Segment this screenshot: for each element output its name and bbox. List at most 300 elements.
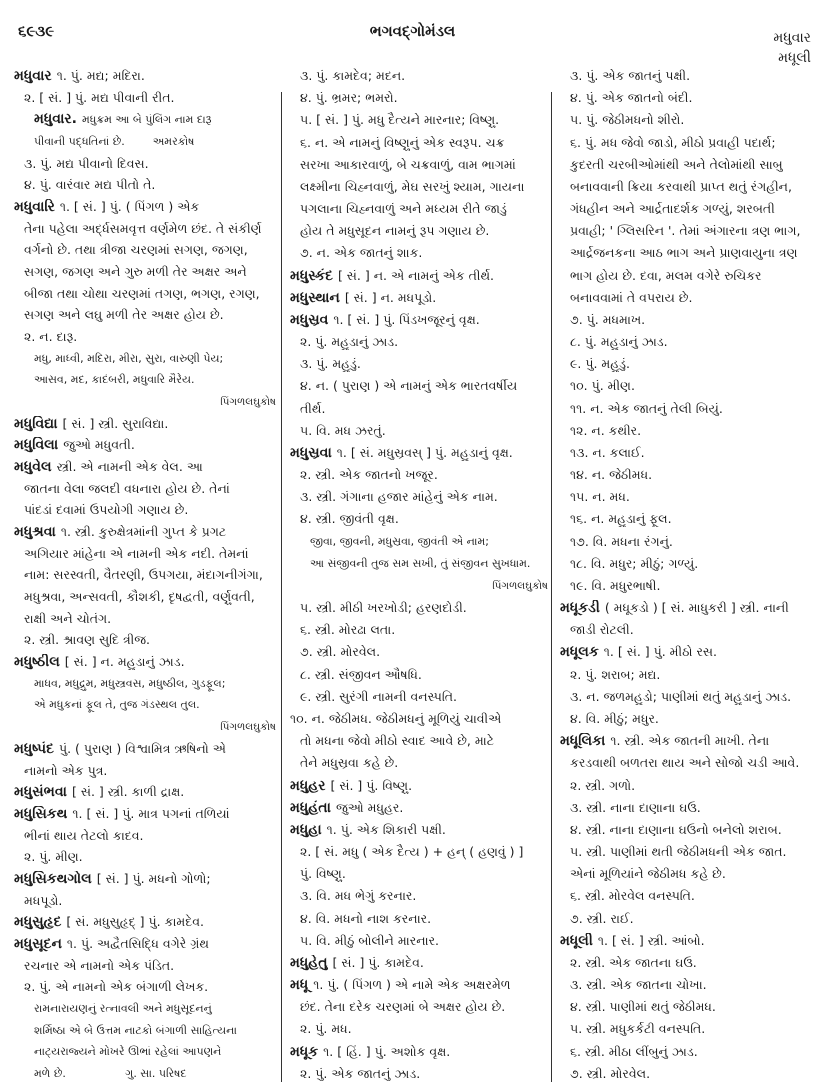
headword: મધૂકડી xyxy=(560,600,600,617)
definition-line xyxy=(560,511,816,527)
dictionary-entry xyxy=(14,914,276,930)
definition-text: ૨. પું. મીણ. xyxy=(24,849,83,865)
definition-text: ૪. સ્ત્રી. પાણીમાં થતું જેઠીમધ. xyxy=(570,999,716,1015)
definition-line xyxy=(14,307,276,323)
definition-text: ૯. સ્ત્રી. સુરંગી નામની વનસ્પતિ. xyxy=(300,688,457,704)
dictionary-entry xyxy=(560,644,816,660)
definition-line xyxy=(14,567,276,583)
quotation-line xyxy=(14,134,276,150)
definition-text: સગણ અને લઘુ મળી તેર અક્ષર હોય છે. xyxy=(24,307,224,323)
definition-text: આસવ, મદ, કાદંબરી, મધુવારિ મૈરેય. xyxy=(34,373,195,387)
definition-text: ૧. [ સં. ] પું. મીઠો રસ. xyxy=(603,644,718,660)
definition-text: ૧. [ હિં. ] પું. અશોક વૃક્ષ. xyxy=(323,1043,451,1059)
definition-line xyxy=(290,1066,548,1082)
definition-line xyxy=(290,755,548,771)
definition-text: છંદ. તેના દરેક ચરણમાં બે અક્ષર હોય છે. xyxy=(300,999,506,1015)
definition-text: ૧૫. ન. મધ. xyxy=(570,489,630,505)
definition-text: ( મધૂકડો ) [ સં. માધુકરી ] સ્ત્રી. નાની xyxy=(604,600,789,616)
definition-line xyxy=(290,68,548,84)
definition-line xyxy=(560,1044,816,1060)
dictionary-column-1 xyxy=(14,68,276,1082)
definition-text: વર્ગનો છે. તથા ત્રીજા ચરણમાં સગણ, જગણ, xyxy=(24,242,248,258)
headword: મધુહા xyxy=(290,821,322,838)
definition-text: [ સં. ] ન. મહુડાનું ઝાડ. xyxy=(64,654,185,670)
definition-text: ૪. ન. ( પુરાણ ) એ નામનું એક ભારતવર્ષીય xyxy=(300,378,518,394)
definition-text: તીર્થ. xyxy=(300,400,326,416)
definition-line xyxy=(14,546,276,562)
definition-text: [ સં. ] પું. મધનો ગોળો; xyxy=(96,870,211,886)
definition-line xyxy=(14,329,276,345)
column-divider xyxy=(551,92,552,1082)
definition-line xyxy=(290,112,548,128)
definition-text: ૬. સ્ત્રી. મોરઢા લતા. xyxy=(300,622,396,638)
definition-line xyxy=(560,135,816,151)
headword: મધુવિદ્યા xyxy=(14,415,58,432)
dictionary-entry xyxy=(560,733,816,749)
definition-text: તો મધના જેવો મીઠો સ્વાદ આવે છે, માટે xyxy=(300,733,494,749)
definition-text: ૪. સ્ત્રી. નાના દાણાના ઘઉંનો બનેલો શરાબ. xyxy=(570,821,782,837)
dictionary-column-3 xyxy=(560,68,816,1082)
definition-line xyxy=(560,888,816,904)
dictionary-entry xyxy=(14,524,276,540)
definition-line xyxy=(290,667,548,683)
definition-line xyxy=(560,800,816,816)
definition-line xyxy=(14,611,276,627)
definition-text: નાટ્યરાજ્યને મોખરે ઊભાં રહેલાં આપણને xyxy=(34,1045,222,1059)
definition-line xyxy=(290,467,548,483)
definition-text: આ સંજીવની તુજ સમ સખી, તું સંજીવન સુખધામ. xyxy=(310,556,531,570)
definition-text: ૬. ન. એ નામનું વિષ્ણુનું એક સ્વરૂપ. ચક્ર xyxy=(300,134,505,150)
definition-text: ૧૧. ન. એક જાતનું તેલી બિયું. xyxy=(570,400,723,416)
dictionary-entry xyxy=(290,800,548,816)
definition-text: ૧૯. વિ. મધુરભાષી. xyxy=(570,577,661,593)
definition-line xyxy=(560,911,816,927)
dictionary-entry xyxy=(14,806,276,822)
definition-text: સરખા આકારવાળું, બે ચક્રવાળું, વામ ભાગમાં xyxy=(300,156,516,172)
definition-line xyxy=(560,356,816,372)
headword: મધુસ્રવા xyxy=(290,444,332,461)
headword: મધુસંભવા xyxy=(14,784,67,801)
definition-text: [ સં. ] પું. વિષ્ણુ. xyxy=(330,777,413,793)
definition-text: જીવા, જીવની, મધુસ્રવા, જીવંતી એ નામ; xyxy=(310,534,489,548)
quotation-line xyxy=(290,534,548,550)
definition-text: ૭. સ્ત્રી. મોરવેલ. xyxy=(300,644,381,660)
quotation-line xyxy=(14,1066,276,1082)
dictionary-entry xyxy=(290,711,548,727)
quotation-line xyxy=(14,697,276,713)
definition-line xyxy=(560,711,816,727)
definition-line xyxy=(560,378,816,394)
definition-text: ૨. સ્ત્રી. એક જાતનો ખજૂર. xyxy=(300,467,438,483)
definition-text: પિંગળલઘુકોષ xyxy=(492,579,548,592)
definition-text: જાડી રોટલી. xyxy=(570,622,634,638)
dictionary-entry xyxy=(290,977,548,993)
definition-line xyxy=(560,622,816,638)
definition-line xyxy=(14,156,276,172)
definition-text: ૩. ન. જળમહુડો; પાણીમાં થતું મહુડાનું ઝાડ. xyxy=(570,688,792,704)
page-title: ભગવદ્ગોમંડલ xyxy=(369,22,456,40)
definition-text: ૫. પું. જેઠીમધનો શીરો. xyxy=(570,112,685,128)
definition-line xyxy=(290,622,548,638)
definition-line xyxy=(290,1021,548,1037)
headword: મધુષ્પંદ xyxy=(14,740,54,757)
definition-line xyxy=(290,600,548,616)
definition-text: ૩. પું. મહુડું. xyxy=(300,356,361,372)
definition-text: તેના પહેલા અર્દ્ધસમવૃત્ત વર્ણમેળ છંદ. તે સંકીર્ણ xyxy=(24,220,262,236)
headword: મધુવિલા xyxy=(14,437,59,454)
definition-line xyxy=(560,334,816,350)
headword: મધુસુહૃદ xyxy=(14,914,62,931)
definition-text: ૩. સ્ત્રી. ગંગાના હજાર માંહેનું એક નામ. xyxy=(300,489,498,505)
dictionary-entry xyxy=(14,654,276,670)
column-divider xyxy=(281,92,282,1082)
definition-line xyxy=(560,866,816,882)
definition-line xyxy=(560,445,816,461)
definition-line xyxy=(14,90,276,106)
definition-text: ૧૨. ન. કથીર. xyxy=(570,422,642,438)
definition-text: ૨. સ્ત્રી. શ્રાવણ સુદિ ત્રીજ. xyxy=(24,632,151,648)
definition-line xyxy=(560,245,816,261)
definition-line xyxy=(14,958,276,974)
definition-text: ૧. પું. ( પિંગળ ) એ નામે એક અક્ષરમેળ xyxy=(313,977,511,993)
definition-text: ૮. સ્ત્રી. સંજીવન ઔષધિ. xyxy=(300,666,422,682)
definition-text: તેને મધુસ્રવા કહે છે. xyxy=(300,755,399,771)
definition-text: ૨. [ સં. મધુ ( એક દૈત્ય ) + હન્ ( હણવું ) ] xyxy=(300,844,524,860)
dictionary-entry xyxy=(14,936,276,952)
definition-text: ૩. સ્ત્રી. નાના દાણાના ઘઉં. xyxy=(570,799,701,815)
dictionary-entry xyxy=(14,68,276,84)
definition-text: ૫. વિ. મીઠું બોલીને મારનાર. xyxy=(300,932,440,948)
definition-line xyxy=(560,755,816,771)
dictionary-entry xyxy=(290,955,548,971)
definition-line xyxy=(14,221,276,237)
headword: મધૂલિકા xyxy=(560,733,606,750)
definition-text: અગિયાર માંહેના એ નામની એક નદી. તેમનાં xyxy=(24,545,249,561)
definition-line xyxy=(560,844,816,860)
definition-line xyxy=(560,223,816,239)
headword: મધુસિકથ xyxy=(14,805,68,822)
definition-text: ૨. પું. મધ. xyxy=(300,1021,352,1037)
dictionary-entry xyxy=(14,784,276,800)
definition-text: ૮. પું. મહુડાનું ઝાડ. xyxy=(570,334,668,350)
definition-text: ૧. પું. મદ્ય; મદિરા. xyxy=(56,68,145,83)
definition-text: માધવ, મધુદ્રુમ, મધુસ્ત્રવસ, મધુષ્ઠીલ, ગુડફૂલ; xyxy=(34,676,226,690)
definition-line xyxy=(560,1066,816,1082)
headword: મધુસ્થાન xyxy=(290,289,340,306)
headword: મધૂ xyxy=(290,977,309,994)
headword: મધુસ્કંદ xyxy=(290,267,333,284)
definition-text: ૧. સ્ત્રી. કુરુક્ષેત્રમાંની ગુપ્ત કે પ્રગટ xyxy=(60,524,227,540)
definition-line xyxy=(290,157,548,173)
citation-source xyxy=(14,394,276,410)
guide-word-first: મધુવાર xyxy=(773,30,811,46)
dictionary-entry xyxy=(14,416,276,432)
definition-text: મધુશ્રવા, અન્સવતી, કૌશકી, દૃષદ્વતી, વર્ણુવતી, xyxy=(24,589,255,605)
definition-line xyxy=(560,68,816,84)
definition-line xyxy=(14,979,276,995)
definition-line xyxy=(560,977,816,993)
definition-text: ૧૪. ન. જેઠીમધ. xyxy=(570,467,653,483)
definition-text: [ સં. ] સ્ત્રી. સુરાવિદ્યા. xyxy=(62,415,169,431)
definition-text: ૩. સ્ત્રી. એક જાતના ચોખા. xyxy=(570,977,707,993)
definition-text: ૬. પું. મધ જેવો જાડો, મીઠો પ્રવાહી પદાર્થ; xyxy=(570,134,776,150)
definition-line xyxy=(560,999,816,1015)
definition-text: જાતના વેલા જલદી વધનારા હોય છે. તેનાં xyxy=(24,480,230,496)
definition-text: સગણ, જગણ અને ગુરુ મળી તેર અક્ષર અને xyxy=(24,264,247,280)
headword: મધુષ્ઠીલ xyxy=(14,654,60,671)
definition-text: ૭. સ્ત્રી. રાઈ. xyxy=(570,910,634,926)
citation-source xyxy=(14,719,276,735)
dictionary-entry xyxy=(14,199,276,215)
dictionary-entry xyxy=(14,459,276,475)
definition-text: ૧. પું. અદ્વૈતસિદ્ધિ વગેરે ગ્રંથ xyxy=(66,935,209,951)
definition-text: ભીનાં થાય તેટલો કાદવ. xyxy=(24,827,144,843)
definition-line xyxy=(290,511,548,527)
definition-line xyxy=(560,955,816,971)
headword: મધુવેલ xyxy=(14,459,52,476)
definition-text: ૨. પું. એ નામનો એક બંગાળી લેખક. xyxy=(24,979,209,995)
definition-line xyxy=(560,401,816,417)
definition-line xyxy=(560,290,816,306)
definition-line xyxy=(560,179,816,195)
definition-line xyxy=(290,733,548,749)
definition-text: ૧૦. પું. મીણ. xyxy=(570,378,635,394)
definition-text: ૧૦. ન. જેઠીમધ. જેઠીમધનું મૂળિયું ચાવીએ xyxy=(290,710,502,726)
definition-text: ૧૮. વિ. મધુર; મીઠું; ગળ્યું. xyxy=(570,555,699,571)
definition-line xyxy=(14,286,276,302)
definition-text: ૭. સ્ત્રી. મોરવેલ. xyxy=(570,1065,651,1081)
definition-line xyxy=(560,90,816,106)
definition-text: ૧૩. ન. કલાઈ. xyxy=(570,444,645,460)
definition-line xyxy=(14,177,276,193)
definition-text: ૨. સ્ત્રી. એક જાતના ઘઉં. xyxy=(570,954,697,970)
definition-line xyxy=(290,911,548,927)
definition-text: પ્રવાહી; ' ગ્લિસરિન '. તેમાં અંગારના ત્રણ ભાગ, xyxy=(570,223,801,239)
definition-text: ૩. પું. મદ્ય પીવાનો દિવસ. xyxy=(24,155,149,171)
quotation-line xyxy=(14,351,276,367)
headword: મધુસ્રવ xyxy=(290,311,329,328)
definition-text: સ્ત્રી. એ નામની એક વેલ. આ xyxy=(56,459,203,475)
definition-text: બીજા તથા ચોથા ચરણમાં તગણ, ભગણ, રગણ, xyxy=(24,285,260,301)
headword: મધુહર xyxy=(290,777,326,794)
quotation-line xyxy=(14,1023,276,1039)
definition-text: [ સં. ] ન. એ નામનું એક તીર્થ. xyxy=(337,267,495,283)
definition-text: મધુ, માધ્વી, મદિરા, મીરા, સુરા, વારુણી પેય; xyxy=(34,351,224,365)
definition-text: [ સં. ] પું. કામદેવ. xyxy=(332,954,424,970)
definition-text: પગલાના ચિહ્નવાળું અને મધ્યમ રીતે જાડું xyxy=(300,201,507,217)
definition-text: ૪. પું. એક જાતનો બંદી. xyxy=(570,90,693,106)
definition-line xyxy=(290,334,548,350)
definition-text: ૪. પું. ભ્રમર; ભમરો. xyxy=(300,90,398,106)
definition-text: [ સં. ] ન. મધપૂડો. xyxy=(344,289,437,305)
definition-line xyxy=(560,689,816,705)
definition-text: પિંગળલઘુકોષ xyxy=(220,396,276,409)
definition-text: ૩. વિ. મધ ભેગું કરનાર. xyxy=(300,888,417,904)
headword: મધુવાર xyxy=(14,68,52,84)
definition-text: મધપૂડો. xyxy=(24,892,63,908)
definition-line xyxy=(560,778,816,794)
definition-text: ૫. વિ. મધ ઝરતું. xyxy=(300,422,386,438)
definition-text: ગંધહીન અને આર્દ્રતાદર્શક ગળ્યું, શરબતી xyxy=(570,201,775,217)
dictionary-entry xyxy=(14,871,276,887)
definition-line xyxy=(560,556,816,572)
definition-text: પાંદડાં દવામાં ઉપયોગી ગણાય છે. xyxy=(24,502,189,518)
definition-line xyxy=(14,242,276,258)
definition-text: ૨. પું. એક જાતનું ઝાડ. xyxy=(300,1065,421,1081)
definition-line xyxy=(290,378,548,394)
definition-line xyxy=(14,502,276,518)
definition-text: ૧. [ સં. ] સ્ત્રી. આંબો. xyxy=(597,932,705,948)
definition-line xyxy=(290,223,548,239)
definition-text: ૨. [ સં. ] પું. મદ્ય પીવાની રીત. xyxy=(24,89,175,105)
definition-text: [ સં. ] સ્ત્રી. કાળી દ્રાક્ષ. xyxy=(71,784,185,800)
definition-text: લક્ષ્મીના ચિહ્નવાળું, મેઘ સરખું શ્યામ, ગાયના xyxy=(300,178,525,194)
definition-text: પું. વિષ્ણુ. xyxy=(300,866,346,882)
definition-text: રાક્ષી અને ચોતંગ. xyxy=(24,610,112,626)
definition-text: પું. ( પુરાણ ) વિશ્વામિત્ર ઋષિનો એ xyxy=(58,740,226,756)
definition-text: ૧. [ સં. ] પું. ( પિંગળ ) એક xyxy=(59,199,200,215)
guide-word-last: મધૂલી xyxy=(778,50,811,66)
citation-source xyxy=(290,578,548,594)
definition-text: ૧. [ સં. મધુસ્રવસ્ ] પું. મહુડાનું વૃક્ષ. xyxy=(336,444,513,460)
headword: મધૂલક xyxy=(560,644,599,661)
definition-text: ૩. પું. એક જાતનું પક્ષી. xyxy=(570,68,691,83)
definition-line xyxy=(560,268,816,284)
headword: મધુવારિ xyxy=(14,199,55,216)
dictionary-entry xyxy=(290,1044,548,1060)
definition-line xyxy=(290,844,548,860)
page-number: ૬૯૩૯ xyxy=(18,22,55,40)
definition-line xyxy=(560,534,816,550)
definition-line xyxy=(290,489,548,505)
definition-line xyxy=(290,90,548,106)
definition-text: [ સં. મધુસુહૃદ્ ] પું. કામદેવ. xyxy=(66,914,204,930)
definition-line xyxy=(14,632,276,648)
definition-line xyxy=(290,999,548,1015)
definition-text: ૫. [ સં. ] પું. મધુ દૈત્યને મારનાર; વિષ્ણુ. xyxy=(300,112,500,128)
definition-line xyxy=(290,423,548,439)
dictionary-entry xyxy=(290,822,548,838)
definition-text: પિંગળલઘુકોષ xyxy=(220,721,276,734)
quotation-line xyxy=(14,1044,276,1060)
headword: મધુવાર. xyxy=(34,111,77,128)
definition-text: ૯. પું. મહુડું. xyxy=(570,356,630,372)
definition-line xyxy=(14,264,276,280)
definition-text: ૬. સ્ત્રી. મીઠા લીંબુનું ઝાડ. xyxy=(570,1043,698,1059)
definition-text: ૧૬. ન. મહુડાનું ફૂલ. xyxy=(570,511,672,527)
definition-line xyxy=(290,135,548,151)
definition-line xyxy=(290,179,548,195)
definition-line xyxy=(560,467,816,483)
definition-line xyxy=(14,589,276,605)
definition-text: ભાગ હોય છે. દવા, મલમ વગેરે રુચિકર xyxy=(570,267,762,283)
definition-line xyxy=(560,822,816,838)
definition-text: ૪. પું. વારંવાર મદ્ય પીતો તે. xyxy=(24,177,156,193)
definition-line xyxy=(290,689,548,705)
quotation-line xyxy=(14,676,276,692)
definition-line xyxy=(290,356,548,372)
guide-words xyxy=(773,28,811,68)
definition-line xyxy=(560,667,816,683)
definition-line xyxy=(560,489,816,505)
definition-text: નામનો એક પુત્ર. xyxy=(24,762,108,778)
headword: મધુહંતા xyxy=(290,799,331,816)
dictionary-entry xyxy=(290,290,548,306)
definition-line xyxy=(14,828,276,844)
dictionary-entry xyxy=(290,445,548,461)
definition-text: શર્મિષ્ઠા એ બે ઉત્તમ નાટકો બંગાળી સાહિત્યના xyxy=(34,1023,237,1037)
definition-text: જુઓ મધુહર. xyxy=(335,799,404,815)
definition-text: આર્દ્રજનકના આઠ ભાગ અને પ્રાણવાયુના ત્રણ xyxy=(570,245,798,261)
dictionary-entry xyxy=(14,437,276,453)
definition-text: નામ: સરસ્વતી, વૈતરણી, ઉપગયા, મંદાગનીગંગા, xyxy=(24,567,263,583)
definition-text: એનાં મૂળિયાંને જેઠીમધ કહે છે. xyxy=(570,866,726,882)
definition-text: ૭. પું. મધમાખ. xyxy=(570,311,646,327)
definition-text: જુઓ મધુવતી. xyxy=(63,437,135,453)
dictionary-entry xyxy=(560,600,816,616)
definition-text: ૨. પું. મહુડાનું ઝાડ. xyxy=(300,334,399,350)
definition-text: ૨. ન. દારૂ. xyxy=(24,329,78,345)
dictionary-column-2 xyxy=(290,68,548,1082)
headword: મધુશ્રવા xyxy=(14,524,56,541)
quotation-line xyxy=(14,111,276,128)
headword: મધૂક xyxy=(290,1043,319,1060)
dictionary-entry xyxy=(290,312,548,328)
definition-text: મધુક્રમ આ બે પુંલિંગ નામ દારૂ xyxy=(82,113,212,127)
definition-line xyxy=(290,401,548,417)
definition-text: કુદરતી ચરબીઓમાંથી અને તેલોમાંથી સાબુ xyxy=(570,156,783,172)
definition-text: એ મધુકનાં ફૂલ તે, તુજ ગંડસ્થલ તુલ. xyxy=(34,698,200,712)
definition-text: ૧. [ સં. ] પું. માત્ર પગનાં તળિયાં xyxy=(72,805,230,821)
definition-text: ૪. વિ. મીઠું; મધુર. xyxy=(570,710,659,726)
definition-text: ૧. સ્ત્રી. એક જાતની માખી. તેના xyxy=(610,733,770,749)
dictionary-entry xyxy=(560,933,816,949)
definition-line xyxy=(560,201,816,217)
definition-line xyxy=(290,888,548,904)
definition-text: કરડવાથી બળતરા થાય અને સોજો ચડી આવે. xyxy=(570,755,800,771)
definition-text: મળે છે. ગુ. સા. પરિષદ xyxy=(34,1066,187,1080)
definition-line xyxy=(560,112,816,128)
definition-text: ૬. સ્ત્રી. મોરવેલ વનસ્પતિ. xyxy=(570,888,695,904)
definition-text: ૨. પું. શરાબ; મદ્ય. xyxy=(570,666,661,682)
definition-line xyxy=(560,1021,816,1037)
definition-text: ૭. ન. એક જાતનું શાક. xyxy=(300,245,423,261)
definition-line xyxy=(14,849,276,865)
definition-line xyxy=(560,423,816,439)
quotation-line xyxy=(290,556,548,572)
definition-text: ૪. વિ. મધનો નાશ કરનાર. xyxy=(300,910,432,926)
headword: મધૂલી xyxy=(560,932,593,949)
definition-text: ૧. [ સં. ] પું. પિંડખજૂરનું વૃક્ષ. xyxy=(333,311,480,327)
definition-text: રામનારાયણનું રત્નાવલી અને મધુસૂદનનું xyxy=(34,1001,212,1015)
definition-text: બનાવવાની ક્રિયા કરવાથી પ્રાપ્ત થતું રંગહીન, xyxy=(570,178,792,194)
definition-text: ૩. પું. કામદેવ; મદન. xyxy=(300,68,406,83)
dictionary-entry xyxy=(290,268,548,284)
definition-text: રચનાર એ નામનો એક પંડિત. xyxy=(24,957,175,973)
headword: મધુહેતુ xyxy=(290,954,328,971)
definition-text: હોય તે મધુસૂદન નામનું રૂપ ગણાય છે. xyxy=(300,223,490,239)
definition-line xyxy=(290,201,548,217)
quotation-line xyxy=(14,1001,276,1017)
definition-line xyxy=(14,481,276,497)
definition-text: ૪. સ્ત્રી. જીવંતી વૃક્ષ. xyxy=(300,511,399,527)
definition-line xyxy=(14,893,276,909)
definition-line xyxy=(290,866,548,882)
dictionary-entry xyxy=(14,741,276,757)
dictionary-entry xyxy=(290,778,548,794)
definition-line xyxy=(560,578,816,594)
definition-line xyxy=(14,763,276,779)
